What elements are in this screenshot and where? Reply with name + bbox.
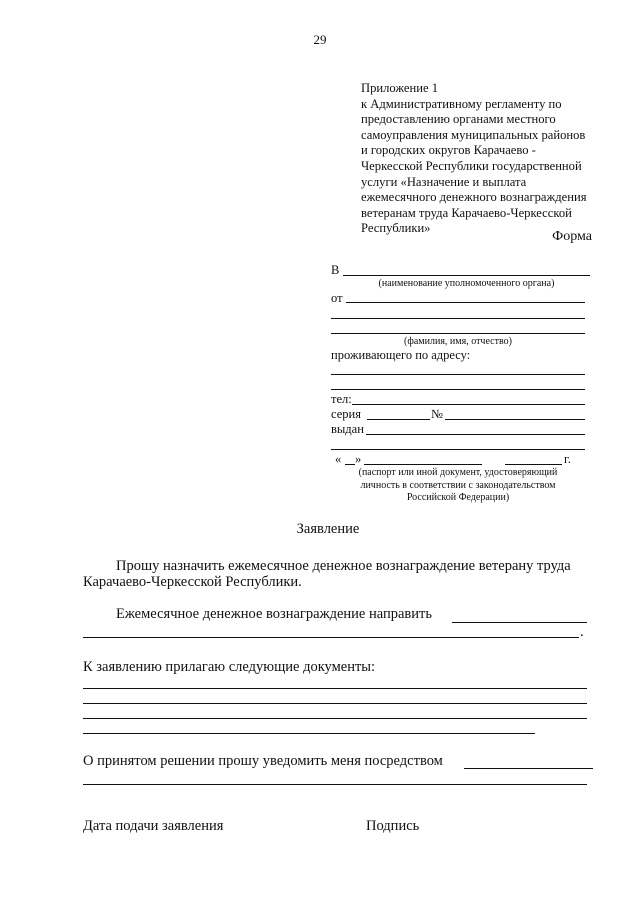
from-name-field[interactable] xyxy=(346,302,585,303)
document-caption-line: Российской Федерации) xyxy=(406,492,510,503)
appendix-line: предоставлению органами местного xyxy=(361,112,556,127)
to-caption: (наименование уполномоченного органа) xyxy=(378,278,555,289)
series-field[interactable] xyxy=(367,419,430,420)
appendix-line: услуги «Назначение и выплата xyxy=(361,174,527,189)
number-label: № xyxy=(431,407,443,421)
appendix-line: и городских округов Карачаево - xyxy=(361,143,536,158)
request-line-1: Прошу назначить ежемесячное денежное вознаграждение ветерану труда xyxy=(116,558,571,574)
issued-by-field[interactable] xyxy=(366,434,585,435)
name-line-3[interactable] xyxy=(331,333,585,334)
direct-field[interactable] xyxy=(452,622,587,623)
appendix-line: ежемесячного денежного вознаграждения xyxy=(361,190,587,205)
series-label: серия xyxy=(331,407,361,421)
issued-label: выдан xyxy=(331,422,364,436)
appendix-line: ветеранам труда Карачаево-Черкесской xyxy=(361,205,572,220)
attach-line-3[interactable] xyxy=(83,718,587,719)
form-label: Форма xyxy=(552,229,592,244)
appendix-line: Республики» xyxy=(361,221,431,236)
document-caption xyxy=(331,467,585,505)
attach-label: К заявлению прилагаю следующие документы: xyxy=(83,659,376,675)
attach-line-4[interactable] xyxy=(83,733,535,734)
date-close-quote: » xyxy=(355,452,362,466)
appendix-line: Приложение 1 xyxy=(361,81,439,95)
address-label: проживающего по адресу: xyxy=(331,348,471,362)
phone-field[interactable] xyxy=(352,404,585,405)
issue-day-field[interactable] xyxy=(345,464,355,465)
phone-label: тел: xyxy=(331,392,352,406)
appendix-line: Черкесской Республики государственной xyxy=(361,158,582,173)
issued-line-2[interactable] xyxy=(331,449,585,450)
appendix-line: к Административному регламенту по xyxy=(361,96,562,111)
notify-line-2[interactable] xyxy=(83,784,587,785)
date-open-quote: « xyxy=(335,452,342,466)
direct-line-2[interactable] xyxy=(83,637,579,638)
notify-field[interactable] xyxy=(464,768,593,769)
attach-line-2[interactable] xyxy=(83,703,587,704)
signature-label: Подпись xyxy=(366,818,420,834)
issue-month-field[interactable] xyxy=(364,464,482,465)
notify-label: О принятом решении прошу уведомить меня посредством xyxy=(83,753,443,769)
name-line-2[interactable] xyxy=(331,318,585,319)
year-suffix: г. xyxy=(564,452,571,466)
document-caption-line: личность в соответствии с законодательством xyxy=(360,479,556,491)
address-line-1[interactable] xyxy=(331,374,585,375)
direct-label: Ежемесячное денежное вознаграждение направить xyxy=(116,606,432,622)
attach-line-1[interactable] xyxy=(83,688,587,689)
appendix-block xyxy=(361,81,611,237)
document-title: Заявление xyxy=(296,521,360,537)
date-label: Дата подачи заявления xyxy=(83,818,224,834)
number-field[interactable] xyxy=(445,419,585,420)
address-line-2[interactable] xyxy=(331,389,585,390)
appendix-line: самоуправления муниципальных районов xyxy=(361,127,586,142)
document-caption-line: (паспорт или иной документ, удостоверяющий xyxy=(358,467,558,478)
name-caption: (фамилия, имя, отчество) xyxy=(404,336,512,347)
issue-year-field[interactable] xyxy=(505,464,562,465)
request-line-2: Карачаево-Черкесской Республики. xyxy=(83,574,302,590)
period-mark: . xyxy=(580,624,584,640)
from-label: от xyxy=(331,291,343,305)
to-authority-field[interactable] xyxy=(343,275,590,276)
page-number: 29 xyxy=(313,32,327,47)
to-label: В xyxy=(331,263,340,277)
